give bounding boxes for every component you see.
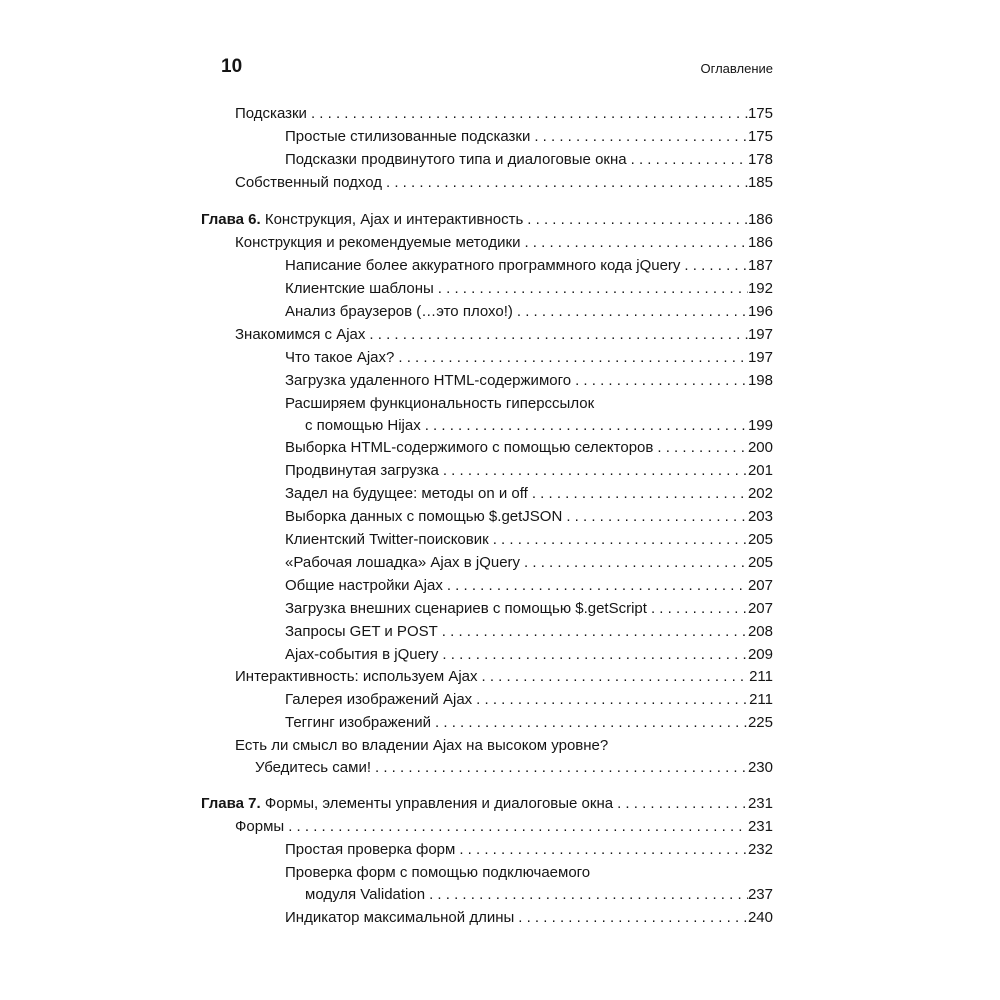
page-ref: 209 (747, 646, 773, 663)
running-head: Оглавление (700, 61, 773, 76)
toc-entry-title (285, 598, 647, 620)
toc-entry[interactable] (235, 324, 773, 346)
toc-entry-title (201, 209, 523, 231)
dot-leader (421, 415, 748, 437)
dot-leader (530, 126, 748, 148)
toc-entry[interactable] (285, 575, 773, 597)
chapter-label: Глава 6. (201, 211, 261, 228)
toc-entry-text: Выборка HTML-содержимого с помощью селекторов (285, 439, 654, 456)
page-ref: 225 (747, 714, 773, 731)
toc-entry[interactable] (285, 907, 773, 929)
toc-entry-title: Проверка форм с помощью подключаемого (285, 864, 591, 881)
toc-entry-text: Конструкция и рекомендуемые методики (235, 234, 521, 251)
page-ref: 185 (747, 174, 773, 191)
toc-entry-title (235, 172, 382, 194)
toc-entry-title (235, 232, 520, 254)
page-ref: 200 (747, 439, 773, 456)
page-ref: 187 (747, 257, 773, 274)
dot-leader (513, 301, 748, 323)
toc-entry-title (285, 689, 472, 711)
dot-leader (627, 149, 748, 171)
toc-entry[interactable] (235, 103, 773, 125)
toc-entry-text: Выборка данных с помощью $.getJSON (285, 508, 563, 525)
page-ref: 198 (747, 372, 773, 389)
toc-entry-line (285, 862, 773, 884)
page-ref: 201 (747, 462, 773, 479)
page-ref: 231 (747, 795, 773, 812)
dot-leader (394, 347, 748, 369)
dot-leader (455, 839, 748, 861)
toc-entry-text: Интерактивность: используем Ajax (235, 668, 478, 685)
dot-leader (478, 666, 750, 688)
dot-leader (514, 907, 748, 929)
dot-leader (438, 621, 748, 643)
page-ref: 196 (747, 303, 773, 320)
dot-leader (613, 793, 748, 815)
page-ref: 205 (747, 554, 773, 571)
toc-entry-title (285, 712, 431, 734)
toc-chapter-entry[interactable] (201, 793, 773, 815)
dot-leader (371, 757, 748, 779)
page-ref: 186 (747, 211, 773, 228)
toc-entry-text: Написание более аккуратного программного кода jQuery (285, 257, 681, 274)
toc-entry-title (305, 415, 421, 437)
toc-entry[interactable] (235, 666, 773, 688)
toc-entry-title (285, 149, 627, 171)
dot-leader (520, 232, 748, 254)
page-ref: 175 (747, 128, 773, 145)
toc-entry[interactable] (305, 415, 773, 437)
toc-entry-title (285, 347, 394, 369)
toc-entry-text: Подсказки продвинутого типа и диалоговые окна (285, 151, 627, 168)
toc-entry-title (235, 816, 284, 838)
toc-entry-text: Что такое Ajax? (285, 349, 395, 366)
toc-entry-text: Общие настройки Ajax (285, 577, 443, 594)
dot-leader (284, 816, 748, 838)
toc-entry-title (235, 103, 307, 125)
toc-entry[interactable] (285, 598, 773, 620)
toc-entry[interactable] (285, 839, 773, 861)
toc-entry-text: «Рабочая лошадка» Ajax в jQuery (285, 554, 521, 571)
toc-entry-title (285, 575, 443, 597)
page-ref: 230 (747, 759, 773, 776)
page-ref: 211 (749, 668, 773, 685)
dot-leader (434, 278, 748, 300)
toc-entry[interactable] (235, 232, 773, 254)
toc-entry-text: Собственный подход (235, 174, 382, 191)
toc-entry[interactable] (305, 884, 773, 906)
dot-leader (647, 598, 748, 620)
dot-leader (489, 529, 748, 551)
toc-entry-text: Клиентские шаблоны (285, 280, 434, 297)
dot-leader (653, 437, 748, 459)
page-ref: 237 (747, 886, 773, 903)
toc-entry-text: Запросы GET и POST (285, 623, 438, 640)
page-ref: 240 (747, 909, 773, 926)
toc-entry-text: Ajax-события в jQuery (285, 646, 439, 663)
page-ref: 203 (747, 508, 773, 525)
chapter-label: Глава 7. (201, 795, 261, 812)
toc-entry-text: Анализ браузеров (…это плохо!) (285, 303, 513, 320)
toc-entry[interactable] (285, 301, 773, 323)
toc-entry-text: Индикатор максимальной длины (285, 909, 515, 926)
dot-leader (443, 575, 748, 597)
page-ref: 207 (747, 600, 773, 617)
page-ref: 211 (749, 691, 773, 708)
dot-leader (562, 506, 748, 528)
dot-leader (382, 172, 748, 194)
dot-leader (307, 103, 748, 125)
toc-entry-title (285, 552, 520, 574)
toc-entry-title (285, 506, 562, 528)
page-ref: 207 (747, 577, 773, 594)
page-ref: 199 (747, 417, 773, 434)
page-ref: 202 (747, 485, 773, 502)
toc-entry-text: Загрузка внешних сценариев с помощью $.getScript (285, 600, 647, 617)
toc-chapter-entry[interactable] (201, 209, 773, 231)
toc-entry[interactable] (285, 460, 773, 482)
toc-entry-title: Расширяем функциональность гиперссылок (285, 395, 595, 412)
page-ref: 175 (747, 105, 773, 122)
toc-entry[interactable] (235, 172, 773, 194)
toc-entry[interactable] (285, 278, 773, 300)
page-ref: 205 (747, 531, 773, 548)
toc-entry-text: Убедитесь сами! (255, 759, 371, 776)
dot-leader (472, 689, 749, 711)
toc-entry-title (201, 793, 613, 815)
toc-entry-title: Есть ли смысл во владении Ajax на высоком уровне? (235, 737, 609, 754)
page-ref: 232 (747, 841, 773, 858)
toc-entry[interactable] (285, 347, 773, 369)
toc-entry-title (285, 126, 530, 148)
toc-entry[interactable] (285, 370, 773, 392)
page-ref: 186 (747, 234, 773, 251)
toc-entry-text: Простые стилизованные подсказки (285, 128, 531, 145)
toc-entry-title (285, 278, 434, 300)
dot-leader (431, 712, 748, 734)
page-ref: 231 (747, 818, 773, 835)
toc-entry[interactable] (285, 437, 773, 459)
toc-entry-title (285, 437, 653, 459)
toc-entry-text: с помощью Hijax (305, 417, 421, 434)
page-ref: 208 (747, 623, 773, 640)
page-ref: 192 (747, 280, 773, 297)
page-ref: 197 (747, 326, 773, 343)
toc-entry-text: Подсказки (235, 105, 307, 122)
toc-entry-text: Галерея изображений Ajax (285, 691, 473, 708)
toc-entry[interactable] (285, 712, 773, 734)
page-ref: 197 (747, 349, 773, 366)
toc-entry-title (285, 621, 438, 643)
toc-entry-title (285, 644, 438, 666)
page-number: 10 (221, 56, 243, 77)
toc-entry-text: Клиентский Twitter-поисковик (285, 531, 489, 548)
toc-entry-title (285, 907, 514, 929)
toc-entry-line (235, 735, 773, 757)
toc-entry-text: модуля Validation (305, 886, 426, 903)
dot-leader (425, 884, 748, 906)
toc-entry-text: Формы (235, 818, 285, 835)
dot-leader (680, 255, 748, 277)
toc-entry-title (235, 666, 478, 688)
toc-entry-text: Формы, элементы управления и диалоговые окна (264, 795, 614, 812)
dot-leader (520, 552, 748, 574)
toc-entry[interactable] (285, 689, 773, 711)
toc-entry-text: Конструкция, Ajax и интерактивность (264, 211, 524, 228)
toc-entry[interactable] (255, 757, 773, 779)
toc-entry[interactable] (285, 621, 773, 643)
toc-entry-title (285, 839, 455, 861)
toc-entry-line (285, 393, 773, 415)
toc-entry-title (305, 884, 425, 906)
toc-entry-title (285, 529, 489, 551)
toc-entry-text: Загрузка удаленного HTML-содержимого (285, 372, 572, 389)
toc-entry-title (285, 255, 680, 277)
toc-entry-title (235, 324, 365, 346)
toc-entry[interactable] (285, 126, 773, 148)
toc-entry[interactable] (285, 255, 773, 277)
toc-entry[interactable] (285, 552, 773, 574)
toc-entry-title (285, 483, 528, 505)
toc-entry-text: Задел на будущее: методы on и off (285, 485, 528, 502)
dot-leader (523, 209, 748, 231)
toc-entry[interactable] (285, 483, 773, 505)
toc-entry[interactable] (285, 529, 773, 551)
toc-entry-text: Знакомимся с Ajax (235, 326, 366, 343)
toc-entry-text: Теггинг изображений (285, 714, 432, 731)
dot-leader (365, 324, 748, 346)
dot-leader (438, 644, 748, 666)
toc-entry-text: Продвинутая загрузка (285, 462, 439, 479)
toc-entry[interactable] (285, 644, 773, 666)
page-ref: 178 (747, 151, 773, 168)
toc-entry-title (255, 757, 371, 779)
toc-entry[interactable] (235, 816, 773, 838)
toc-entry-title (285, 301, 513, 323)
toc-entry-text: Простая проверка форм (285, 841, 456, 858)
dot-leader (571, 370, 748, 392)
toc-entry-title (285, 460, 439, 482)
dot-leader (439, 460, 748, 482)
toc-entry[interactable] (285, 506, 773, 528)
dot-leader (528, 483, 748, 505)
toc-entry-title (285, 370, 571, 392)
toc-entry[interactable] (285, 149, 773, 171)
